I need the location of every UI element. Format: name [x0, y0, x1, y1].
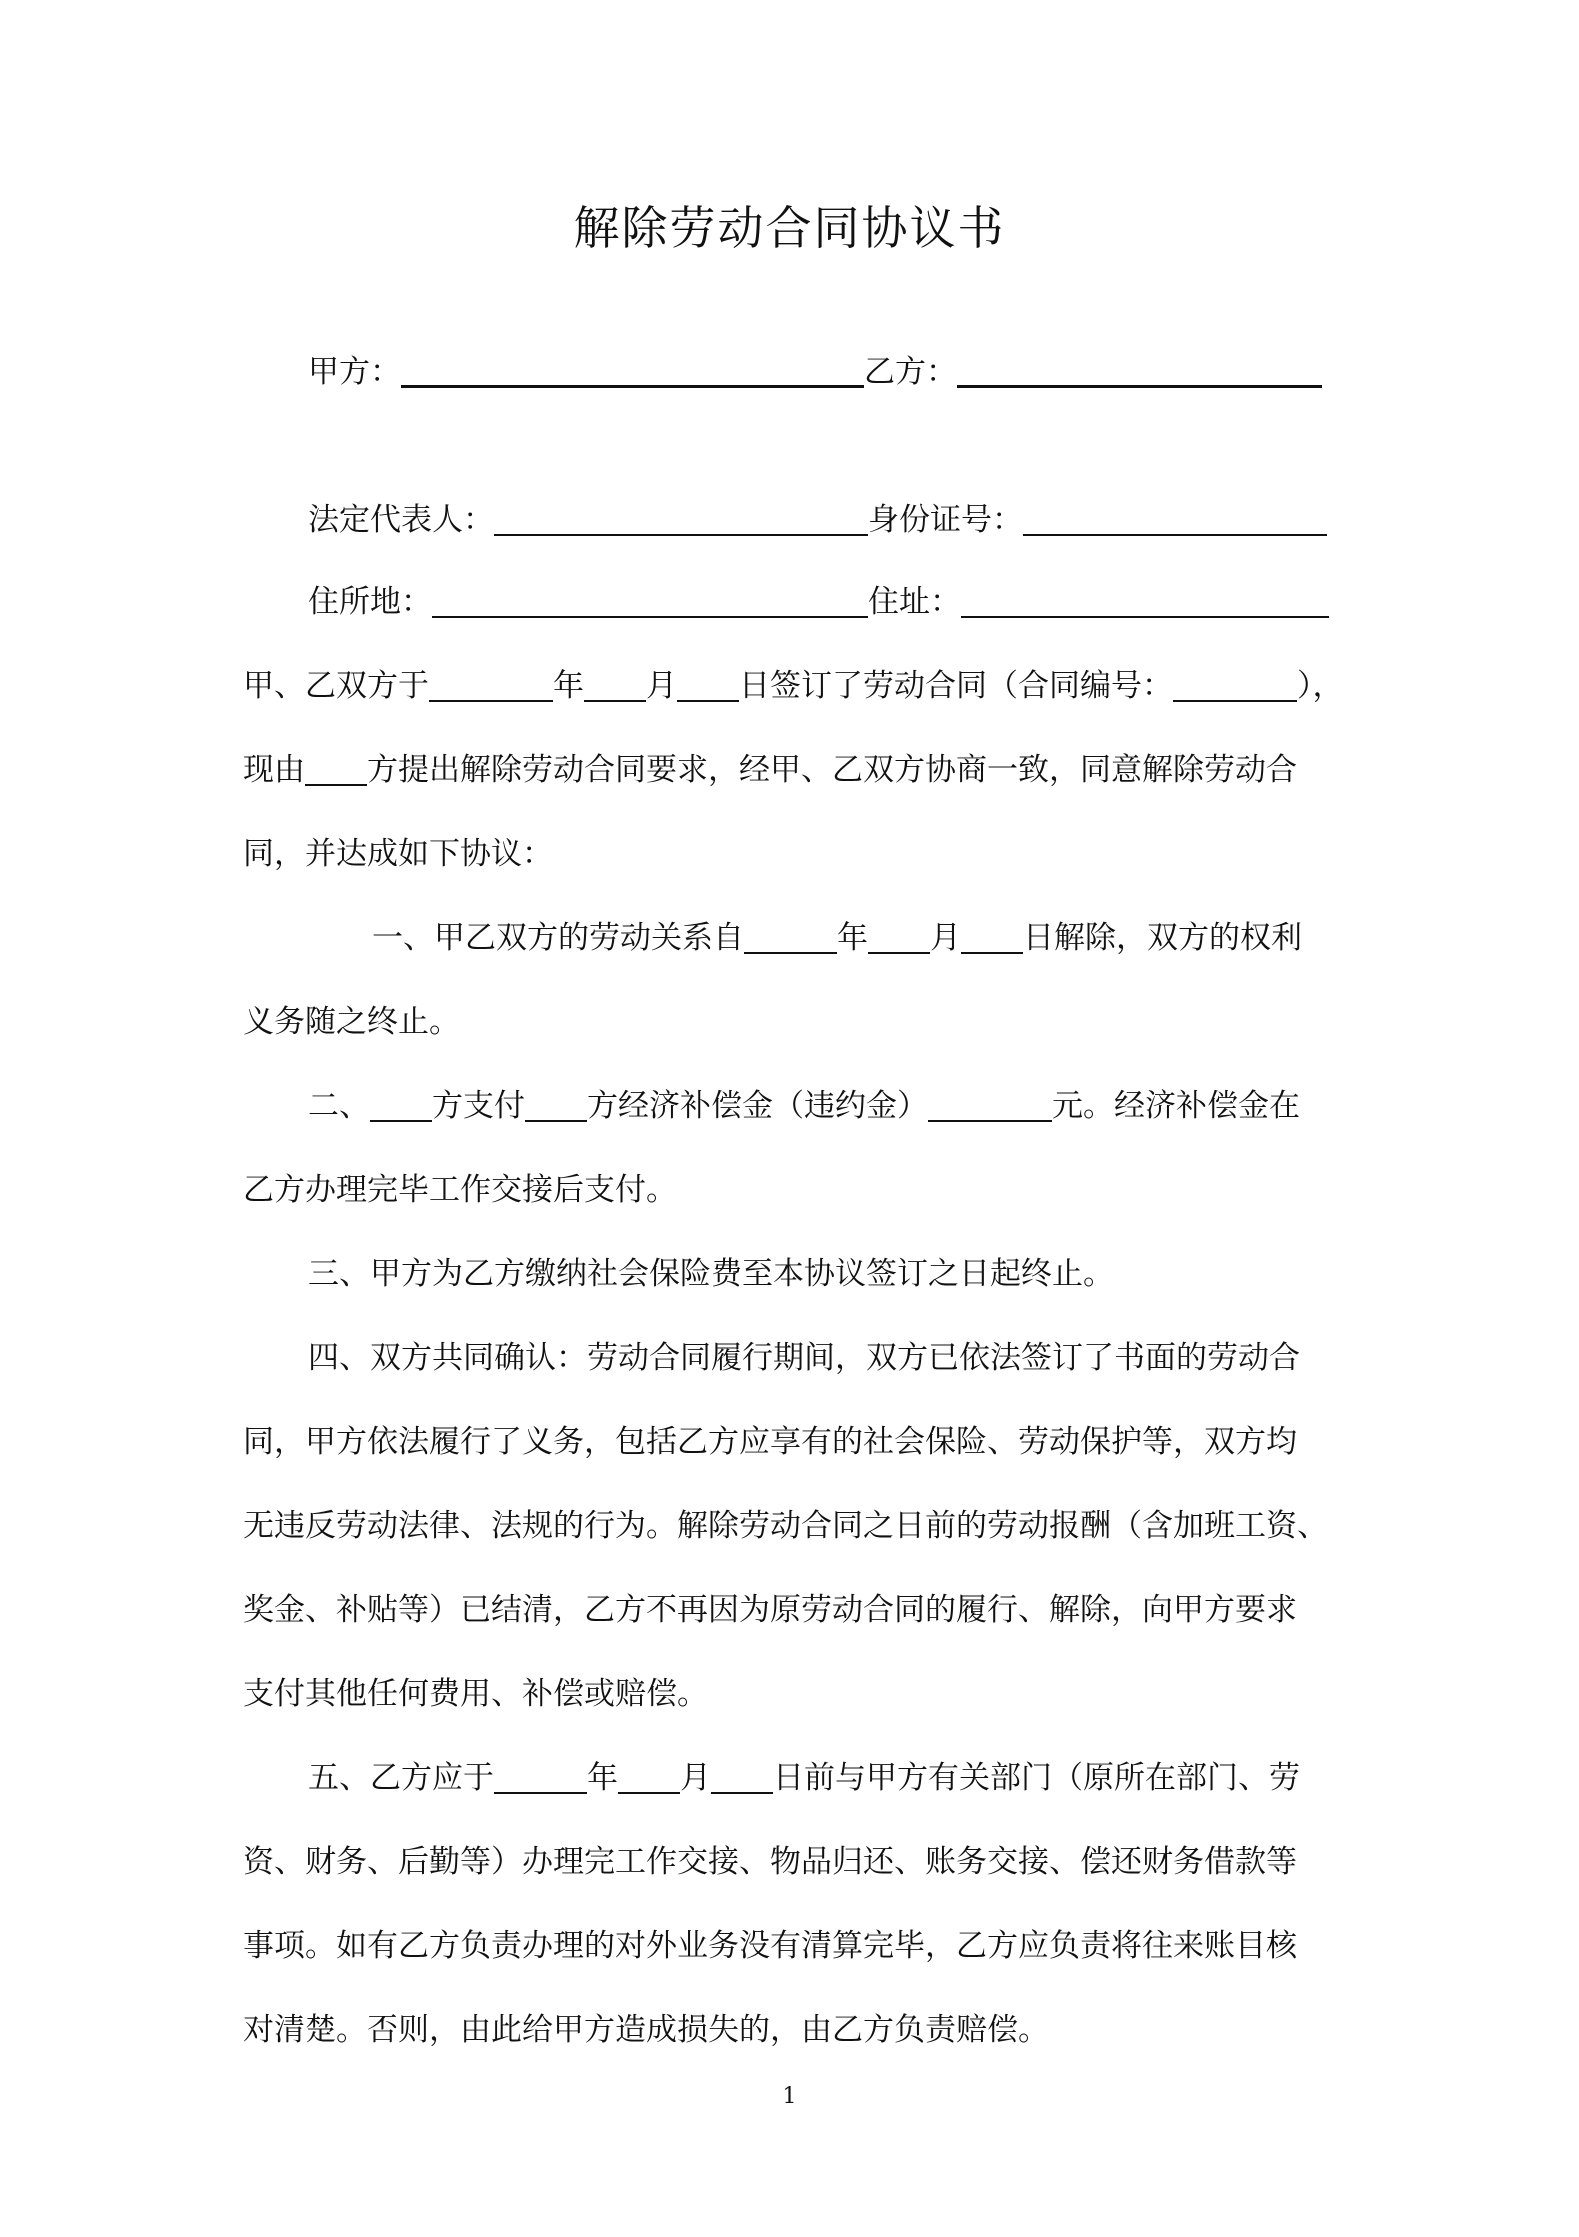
domicile-line	[308, 580, 1329, 624]
proposing-party-blank[interactable]	[305, 750, 367, 786]
clause-2-line-2	[243, 1168, 677, 1212]
contract-month-blank[interactable]	[584, 666, 646, 702]
clause-text: 四、双方共同确认：劳动合同履行期间，双方已依法签订了书面的劳动合	[308, 1340, 1300, 1376]
month-label: 月	[930, 920, 961, 956]
party-b-blank[interactable]	[957, 351, 1322, 388]
intro-line-2	[243, 748, 1297, 792]
intro-line-1	[243, 664, 1344, 708]
clause-3-line-1	[308, 1252, 1114, 1296]
clause-text: 元。经济补偿金在	[1052, 1088, 1300, 1124]
clause-5-line-4	[243, 2008, 1049, 2052]
clause-2-line-1	[308, 1084, 1300, 1128]
handover-day-blank[interactable]	[711, 1758, 773, 1794]
clause-text: 对清楚。否则，由此给甲方造成损失的，由乙方负责赔偿。	[243, 2012, 1049, 2048]
clause-text: 五、乙方应于	[308, 1760, 494, 1796]
intro-line-3	[243, 832, 553, 876]
legal-rep-blank[interactable]	[494, 500, 868, 536]
domicile-blank[interactable]	[432, 582, 868, 618]
clause-text: 一、甲乙双方的劳动关系自	[372, 920, 744, 956]
party-a-blank[interactable]	[401, 351, 864, 388]
intro-text: 现由	[243, 752, 305, 788]
intro-text: 甲、乙双方于	[243, 668, 429, 704]
address-blank[interactable]	[961, 582, 1329, 618]
year-label: 年	[587, 1760, 618, 1796]
party-line	[308, 350, 1322, 394]
clause-text: 义务随之终止。	[243, 1004, 460, 1040]
month-label: 月	[680, 1760, 711, 1796]
receiving-party-blank[interactable]	[525, 1086, 587, 1122]
clause-text: 三、甲方为乙方缴纳社会保险费至本协议签订之日起终止。	[308, 1256, 1114, 1292]
handover-month-blank[interactable]	[618, 1758, 680, 1794]
legal-rep-line	[308, 498, 1327, 542]
intro-text: ），	[1297, 668, 1344, 704]
clause-5-line-1	[308, 1756, 1300, 1800]
month-label: 月	[646, 668, 677, 704]
termination-year-blank[interactable]	[744, 918, 837, 954]
clause-text: 无违反劳动法律、法规的行为。解除劳动合同之日前的劳动报酬（含加班工资、	[243, 1508, 1328, 1544]
clause-text: 方支付	[432, 1088, 525, 1124]
contract-number-blank[interactable]	[1173, 666, 1297, 702]
clause-4-line-5	[243, 1672, 708, 1716]
address-label: 住址：	[868, 584, 961, 620]
clause-text: 乙方办理完毕工作交接后支付。	[243, 1172, 677, 1208]
clause-text: 奖金、补贴等）已结清，乙方不再因为原劳动合同的履行、解除，向甲方要求	[243, 1592, 1297, 1628]
compensation-amount-blank[interactable]	[928, 1086, 1052, 1122]
clause-text: 方经济补偿金（违约金）	[587, 1088, 928, 1124]
clause-text: 二、	[308, 1088, 370, 1124]
handover-year-blank[interactable]	[494, 1758, 587, 1794]
clause-4-line-2	[243, 1420, 1297, 1464]
paying-party-blank[interactable]	[370, 1086, 432, 1122]
clause-5-line-2	[243, 1840, 1297, 1884]
id-number-label: 身份证号：	[868, 502, 1023, 538]
clause-4-line-1	[308, 1336, 1300, 1380]
intro-text: 同，并达成如下协议：	[243, 836, 553, 872]
clause-text: 支付其他任何费用、补偿或赔偿。	[243, 1676, 708, 1712]
id-number-blank[interactable]	[1023, 500, 1327, 536]
document-title: 解除劳动合同协议书	[573, 201, 1006, 255]
year-label: 年	[837, 920, 868, 956]
clause-5-line-3	[243, 1924, 1297, 1968]
page-number: 1	[782, 2084, 797, 2109]
domicile-label: 住所地：	[308, 584, 432, 620]
contract-year-blank[interactable]	[429, 666, 553, 702]
clause-1-line-1	[372, 916, 1302, 960]
clause-text: 事项。如有乙方负责办理的对外业务没有清算完毕，乙方应负责将往来账目核	[243, 1928, 1297, 1964]
party-a-label: 甲方：	[308, 354, 401, 390]
clause-text: 日解除，双方的权利	[1023, 920, 1302, 956]
contract-day-blank[interactable]	[677, 666, 739, 702]
termination-month-blank[interactable]	[868, 918, 930, 954]
intro-text: 日签订了劳动合同（合同编号：	[739, 668, 1173, 704]
party-b-label: 乙方：	[864, 354, 957, 390]
legal-rep-label: 法定代表人：	[308, 502, 494, 538]
clause-1-line-2	[243, 1000, 460, 1044]
clause-text: 日前与甲方有关部门（原所在部门、劳	[773, 1760, 1300, 1796]
year-label: 年	[553, 668, 584, 704]
clause-4-line-4	[243, 1588, 1297, 1632]
clause-text: 同，甲方依法履行了义务，包括乙方应享有的社会保险、劳动保护等，双方均	[243, 1424, 1297, 1460]
clause-text: 资、财务、后勤等）办理完工作交接、物品归还、账务交接、偿还财务借款等	[243, 1844, 1297, 1880]
clause-4-line-3	[243, 1504, 1328, 1548]
intro-text: 方提出解除劳动合同要求，经甲、乙双方协商一致，同意解除劳动合	[367, 752, 1297, 788]
termination-day-blank[interactable]	[961, 918, 1023, 954]
